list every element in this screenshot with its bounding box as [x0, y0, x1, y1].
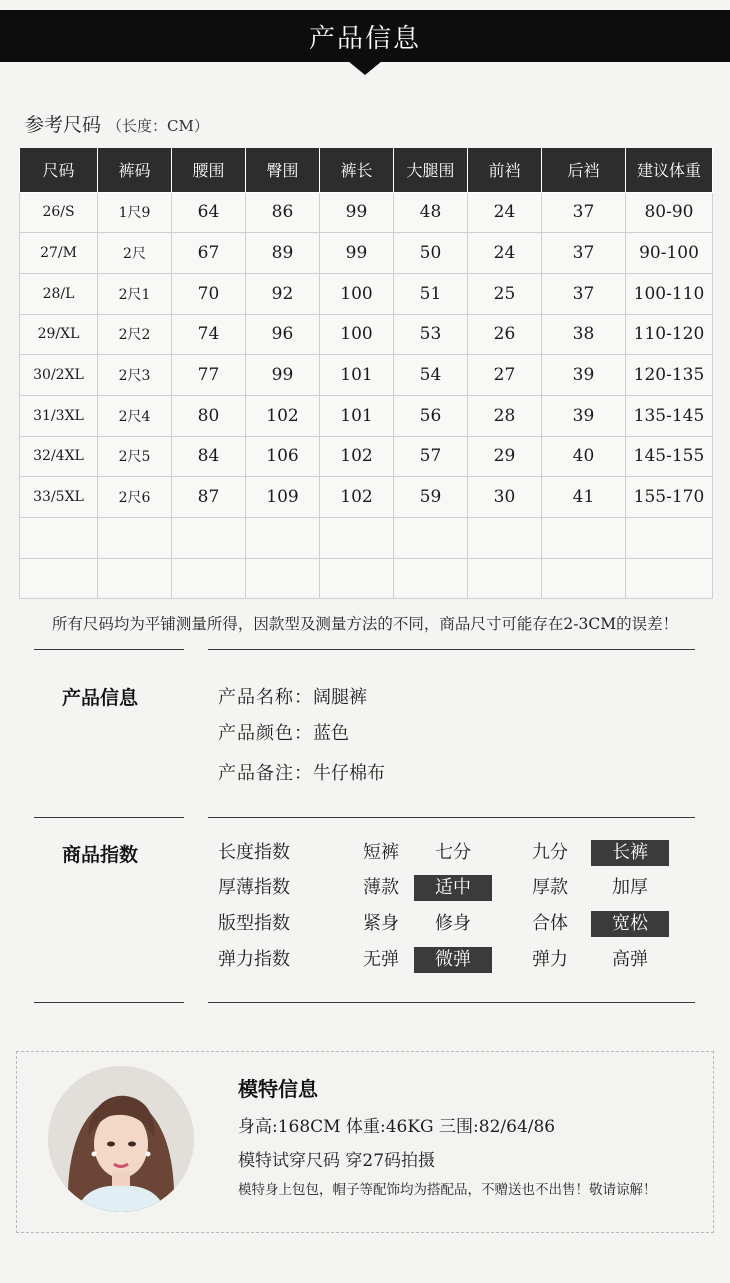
product-info-label: 产品信息	[62, 687, 139, 709]
table-cell: 106	[246, 436, 320, 477]
table-cell: 30	[468, 477, 542, 518]
table-cell: 27/M	[20, 233, 98, 274]
table-cell	[394, 558, 468, 599]
index-option: 高弹	[612, 949, 648, 970]
table-cell: 48	[394, 192, 468, 233]
table-cell: 110-120	[626, 314, 713, 355]
table-cell: 80	[172, 395, 246, 436]
table-cell: 135-145	[626, 395, 713, 436]
table-cell: 90-100	[626, 233, 713, 274]
index-option: 弹力	[532, 949, 568, 970]
table-cell	[246, 558, 320, 599]
table-cell: 100	[320, 273, 394, 314]
divider	[34, 1002, 184, 1003]
index-option: 七分	[435, 842, 471, 863]
table-cell: 74	[172, 314, 246, 355]
index-row	[218, 840, 678, 866]
table-cell: 101	[320, 355, 394, 396]
table-cell: 54	[394, 355, 468, 396]
table-cell: 51	[394, 273, 468, 314]
index-option: 修身	[435, 913, 471, 934]
index-name: 版型指数	[218, 913, 290, 934]
page-title: 产品信息	[308, 23, 421, 54]
table-cell: 64	[172, 192, 246, 233]
size-table-header-cell: 前裆	[468, 148, 542, 192]
divider	[208, 649, 695, 650]
size-table	[19, 148, 713, 599]
model-disclaimer: 模特身上包包，帽子等配饰均为搭配品，不赠送也不出售！敬请谅解！	[238, 1182, 657, 1198]
model-stats: 身高:168CM 体重:46KG 三围:82/64/86	[238, 1117, 556, 1137]
index-option-selected: 适中	[414, 875, 492, 901]
table-cell: 31/3XL	[20, 395, 98, 436]
table-cell: 80-90	[626, 192, 713, 233]
table-cell: 26	[468, 314, 542, 355]
table-cell: 87	[172, 477, 246, 518]
product-info-line: 产品备注：牛仔棉布	[218, 763, 385, 784]
size-table-header	[20, 148, 713, 192]
index-option: 薄款	[363, 877, 399, 898]
table-row	[20, 395, 713, 436]
table-cell: 2尺2	[98, 314, 172, 355]
table-row	[20, 436, 713, 477]
table-cell: 70	[172, 273, 246, 314]
table-cell: 39	[542, 395, 626, 436]
index-name: 长度指数	[218, 842, 290, 863]
table-cell	[246, 518, 320, 559]
table-cell: 67	[172, 233, 246, 274]
table-cell: 50	[394, 233, 468, 274]
table-cell: 100-110	[626, 273, 713, 314]
size-table-header-cell: 大腿围	[394, 148, 468, 192]
index-option-selected: 微弹	[414, 947, 492, 973]
index-name: 厚薄指数	[218, 877, 290, 898]
measurement-note: 所有尺码均为平铺测量所得，因款型及测量方法的不同，商品尺寸可能存在2-3CM的误差！	[51, 615, 679, 633]
size-table-header-cell: 裤码	[98, 148, 172, 192]
table-cell	[172, 518, 246, 559]
table-cell: 99	[320, 233, 394, 274]
table-row	[20, 233, 713, 274]
table-cell: 37	[542, 273, 626, 314]
table-cell: 2尺5	[98, 436, 172, 477]
table-cell: 41	[542, 477, 626, 518]
table-cell: 32/4XL	[20, 436, 98, 477]
table-row	[20, 273, 713, 314]
table-cell	[394, 518, 468, 559]
table-cell: 120-135	[626, 355, 713, 396]
table-cell: 24	[468, 233, 542, 274]
size-caption	[25, 110, 209, 137]
table-cell: 57	[394, 436, 468, 477]
table-cell: 37	[542, 192, 626, 233]
table-cell	[468, 558, 542, 599]
size-table-header-cell: 建议体重	[626, 148, 713, 192]
table-cell: 84	[172, 436, 246, 477]
table-cell: 30/2XL	[20, 355, 98, 396]
index-option: 合体	[532, 913, 568, 934]
table-cell: 89	[246, 233, 320, 274]
model-portrait-icon	[48, 1066, 194, 1212]
table-cell	[626, 518, 713, 559]
divider	[34, 649, 184, 650]
index-option: 紧身	[363, 913, 399, 934]
table-cell	[98, 558, 172, 599]
size-table-header-cell: 后裆	[542, 148, 626, 192]
table-cell: 59	[394, 477, 468, 518]
product-info-line: 产品名称：阔腿裤	[218, 687, 367, 708]
table-cell: 102	[246, 395, 320, 436]
size-caption-unit: （长度：CM）	[107, 117, 209, 135]
table-cell: 96	[246, 314, 320, 355]
product-info-line: 产品颜色：蓝色	[218, 723, 349, 744]
table-cell: 101	[320, 395, 394, 436]
index-option-selected: 宽松	[591, 911, 669, 937]
table-cell: 2尺3	[98, 355, 172, 396]
index-option-selected: 长裤	[591, 840, 669, 866]
table-cell: 77	[172, 355, 246, 396]
table-cell	[542, 558, 626, 599]
table-cell: 28	[468, 395, 542, 436]
table-cell: 102	[320, 436, 394, 477]
size-table-header-cell: 腰围	[172, 148, 246, 192]
table-cell: 145-155	[626, 436, 713, 477]
index-label: 商品指数	[62, 844, 139, 866]
index-row	[218, 875, 678, 901]
divider	[208, 817, 695, 818]
table-cell: 2尺1	[98, 273, 172, 314]
table-cell: 92	[246, 273, 320, 314]
size-table-header-cell: 臀围	[246, 148, 320, 192]
index-option: 厚款	[532, 877, 568, 898]
table-row	[20, 518, 713, 559]
table-row	[20, 477, 713, 518]
table-cell	[20, 518, 98, 559]
model-avatar	[48, 1066, 194, 1212]
index-row	[218, 911, 678, 937]
table-cell: 39	[542, 355, 626, 396]
table-cell	[320, 558, 394, 599]
table-cell: 33/5XL	[20, 477, 98, 518]
table-cell: 1尺9	[98, 192, 172, 233]
index-option: 加厚	[612, 877, 648, 898]
table-cell	[626, 558, 713, 599]
table-cell	[172, 558, 246, 599]
index-name: 弹力指数	[218, 949, 290, 970]
table-cell	[98, 518, 172, 559]
index-option: 无弹	[363, 949, 399, 970]
table-cell: 27	[468, 355, 542, 396]
table-cell: 86	[246, 192, 320, 233]
model-title: 模特信息	[238, 1077, 318, 1101]
table-cell	[542, 518, 626, 559]
table-cell: 40	[542, 436, 626, 477]
table-cell: 29/XL	[20, 314, 98, 355]
index-row	[218, 947, 678, 973]
table-cell: 155-170	[626, 477, 713, 518]
table-cell: 99	[246, 355, 320, 396]
table-cell	[20, 558, 98, 599]
divider	[208, 1002, 695, 1003]
size-table-header-cell: 裤长	[320, 148, 394, 192]
table-row	[20, 558, 713, 599]
table-cell: 109	[246, 477, 320, 518]
table-cell: 38	[542, 314, 626, 355]
size-caption-title: 参考尺码	[25, 114, 102, 136]
table-cell	[468, 518, 542, 559]
table-cell: 26/S	[20, 192, 98, 233]
table-cell: 37	[542, 233, 626, 274]
table-cell: 28/L	[20, 273, 98, 314]
table-cell: 2尺6	[98, 477, 172, 518]
size-table-header-cell: 尺码	[20, 148, 98, 192]
table-cell: 2尺	[98, 233, 172, 274]
table-cell: 102	[320, 477, 394, 518]
table-cell: 2尺4	[98, 395, 172, 436]
table-cell: 100	[320, 314, 394, 355]
index-option: 短裤	[363, 842, 399, 863]
divider	[34, 817, 184, 818]
table-cell	[320, 518, 394, 559]
table-cell: 29	[468, 436, 542, 477]
table-cell: 53	[394, 314, 468, 355]
table-cell: 25	[468, 273, 542, 314]
table-row	[20, 192, 713, 233]
model-size-worn: 模特试穿尺码 穿27码拍摄	[238, 1151, 436, 1171]
table-cell: 56	[394, 395, 468, 436]
table-row	[20, 314, 713, 355]
table-cell: 99	[320, 192, 394, 233]
table-row	[20, 355, 713, 396]
table-cell: 24	[468, 192, 542, 233]
header-banner	[0, 10, 730, 62]
index-option: 九分	[532, 842, 568, 863]
header-notch	[348, 61, 382, 75]
